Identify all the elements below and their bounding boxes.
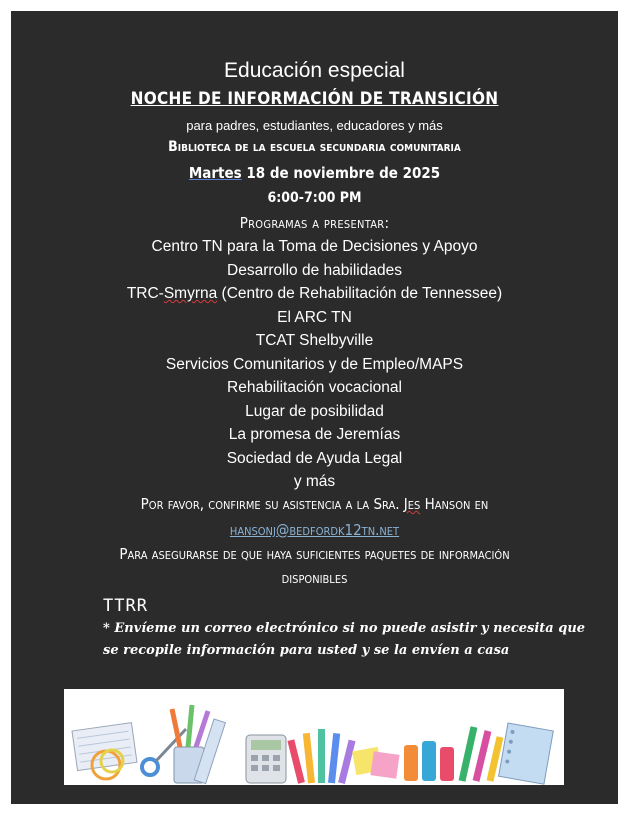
date-rest: 18 de noviembre de 2025 <box>241 164 441 182</box>
programs-heading: Programas a presentar: <box>239 214 390 232</box>
date-line <box>11 164 618 182</box>
program-item: Lugar de posibilidad <box>245 403 384 420</box>
flyer <box>11 11 618 804</box>
rsvp-name: Jes <box>403 495 421 513</box>
program-trc-smyrna: Smyrna <box>163 285 218 302</box>
ensure-line-2: disponibles <box>281 569 348 587</box>
program-trc-rest: (Centro de Rehabilitación de Tennessee) <box>217 285 503 302</box>
program-item: TRC-Smyrna (Centro de Rehabilitación de Tennessee) <box>126 285 503 302</box>
ensure-line-1: Para asegurarse de que haya suficientes paquetes de información <box>119 545 510 563</box>
rsvp-line <box>11 495 618 513</box>
time-line: 6:00-7:00 PM <box>267 190 362 206</box>
school-supplies-illustration-icon <box>64 689 564 785</box>
program-item: Rehabilitación vocacional <box>227 379 402 396</box>
school-supplies-banner <box>64 689 564 785</box>
program-item: El ARC TN <box>277 309 352 326</box>
flyer-subtitle: NOCHE DE INFORMACIÓN DE TRANSICIÓN <box>130 89 499 109</box>
note-line-1: * Envíeme un correo electrónico si no puede asistir y necesita que <box>103 621 586 636</box>
program-item: Servicios Comunitarios y de Empleo/MAPS <box>165 356 464 373</box>
program-item: TCAT Shelbyville <box>255 332 374 349</box>
email-link[interactable]: hansonj@bedfordk12tn.net <box>229 521 400 539</box>
program-item: Desarrollo de habilidades <box>227 262 402 279</box>
audience-line: para padres, estudiantes, educadores y más <box>186 118 443 133</box>
program-item: La promesa de Jeremías <box>228 426 401 443</box>
note-line-2: se recopile información para usted y se la envíen a casa <box>103 643 510 658</box>
rsvp-suffix: Hanson en <box>420 495 489 513</box>
program-item: Sociedad de Ayuda Legal <box>226 450 403 467</box>
venue-line: Biblioteca de la escuela secundaria comunitaria <box>168 139 461 155</box>
program-item: y más <box>293 473 336 490</box>
ttrr-label: TTRR <box>103 596 148 616</box>
program-item: Centro TN para la Toma de Decisiones y Apoyo <box>151 238 478 255</box>
flyer-title: Educación especial <box>224 59 405 82</box>
rsvp-prefix: Por favor, confirme su asistencia a la Sra. <box>140 495 404 513</box>
date-day: Martes <box>188 164 242 182</box>
